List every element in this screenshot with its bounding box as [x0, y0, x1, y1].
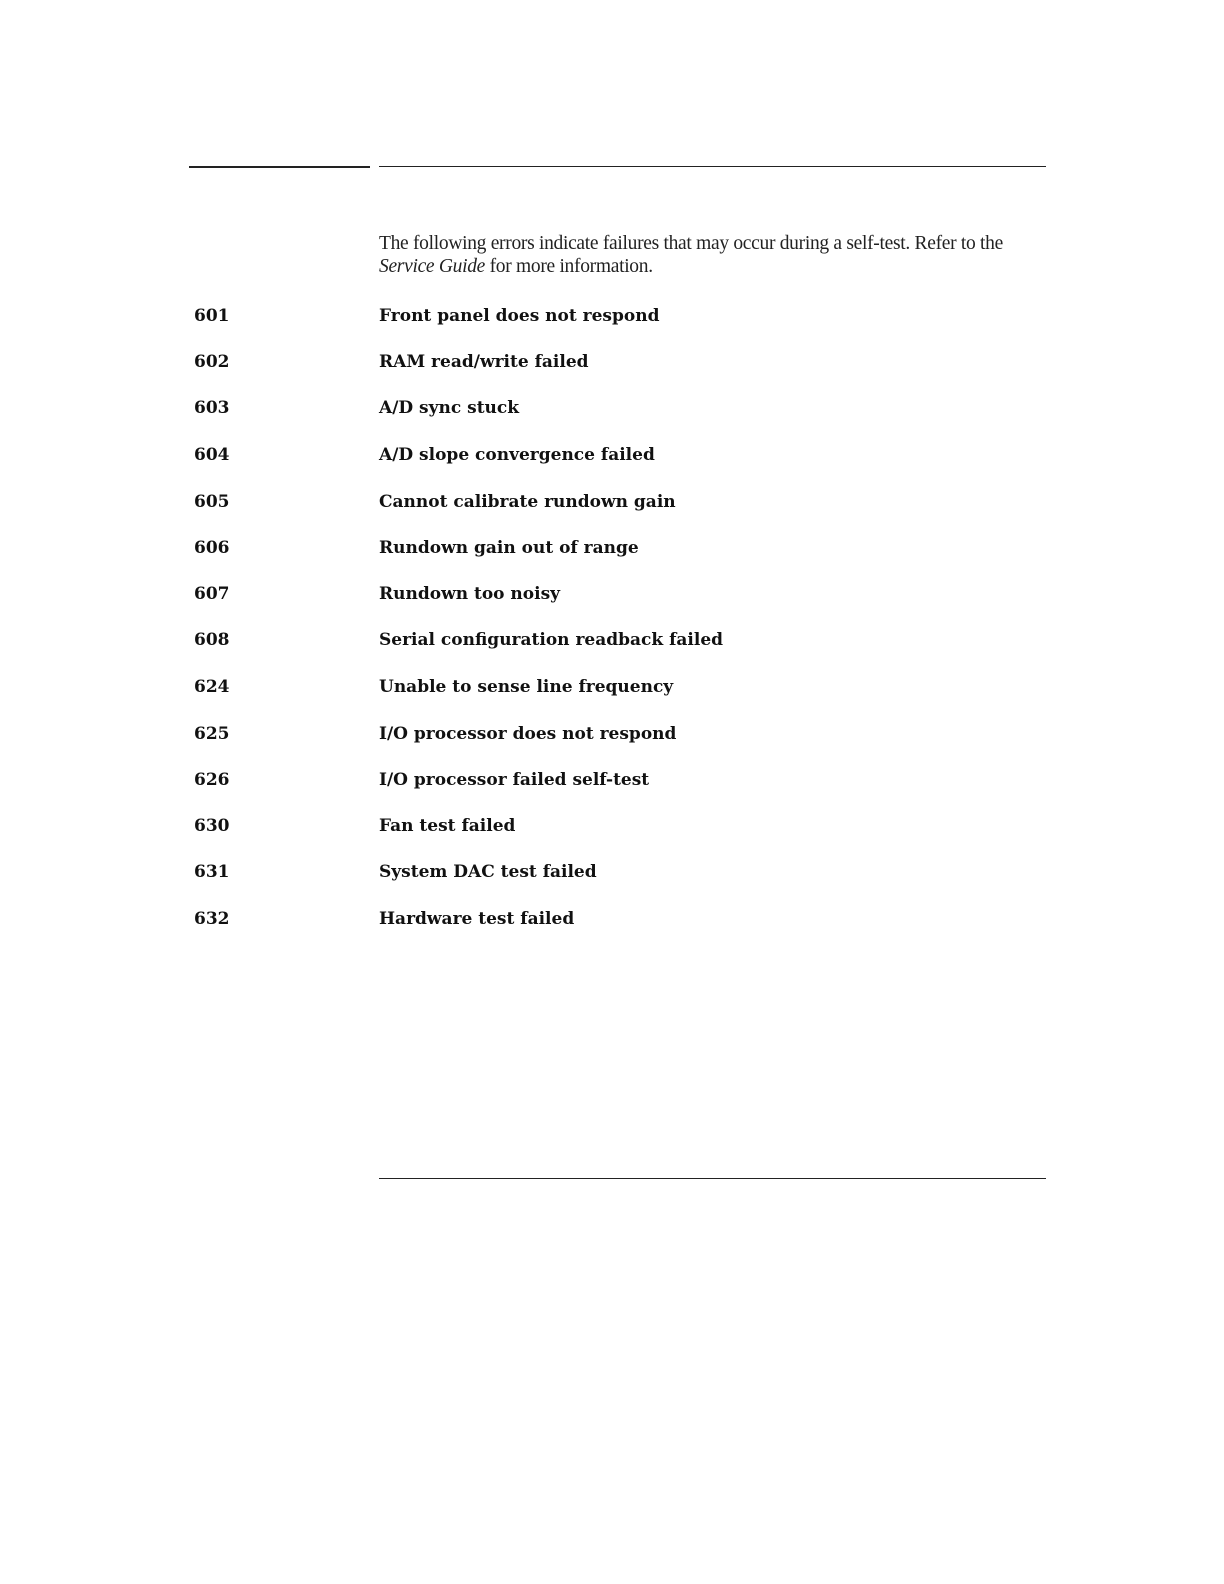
intro-paragraph: [379, 232, 1049, 278]
error-row: [0, 723, 1224, 747]
error-description: I/O processor failed self-test: [379, 770, 650, 790]
intro-text-before: The following errors indicate failures that may occur during a self-test. Refer to the: [379, 233, 1003, 254]
error-code: 602: [194, 352, 230, 372]
error-description: A/D slope convergence failed: [379, 445, 655, 465]
header-rule-right: [379, 166, 1046, 167]
error-code: 624: [194, 677, 230, 697]
error-code: 632: [194, 909, 230, 929]
error-description: Rundown gain out of range: [379, 538, 639, 558]
error-row: [0, 397, 1224, 421]
error-row: [0, 305, 1224, 329]
error-description: I/O processor does not respond: [379, 724, 677, 744]
error-row: [0, 351, 1224, 375]
error-description: Unable to sense line frequency: [379, 677, 674, 697]
footer-rule: [379, 1178, 1046, 1179]
error-code: 626: [194, 770, 230, 790]
service-guide-reference: Service Guide: [379, 256, 486, 277]
error-description: Fan test failed: [379, 816, 516, 836]
error-code: 605: [194, 492, 230, 512]
error-description: Front panel does not respond: [379, 306, 660, 326]
error-row: [0, 861, 1224, 885]
error-row: [0, 815, 1224, 839]
error-description: Hardware test failed: [379, 909, 575, 929]
error-description: A/D sync stuck: [379, 398, 520, 418]
error-code: 604: [194, 445, 230, 465]
error-row: [0, 537, 1224, 561]
error-code: 606: [194, 538, 230, 558]
error-row: [0, 444, 1224, 468]
intro-text-after: for more information.: [485, 256, 653, 277]
error-code: 603: [194, 398, 230, 418]
error-row: [0, 629, 1224, 653]
header-rule-left: [189, 166, 370, 168]
error-description: RAM read/write failed: [379, 352, 589, 372]
error-code: 601: [194, 306, 230, 326]
error-code: 607: [194, 584, 230, 604]
error-row: [0, 676, 1224, 700]
error-description: System DAC test failed: [379, 862, 597, 882]
error-row: [0, 583, 1224, 607]
error-row: [0, 491, 1224, 515]
error-code: 630: [194, 816, 230, 836]
error-row: [0, 908, 1224, 932]
error-description: Rundown too noisy: [379, 584, 561, 604]
error-code: 631: [194, 862, 230, 882]
error-row: [0, 769, 1224, 793]
error-code: 625: [194, 724, 230, 744]
error-code: 608: [194, 630, 230, 650]
error-description: Cannot calibrate rundown gain: [379, 492, 676, 512]
error-description: Serial configuration readback failed: [379, 630, 724, 650]
